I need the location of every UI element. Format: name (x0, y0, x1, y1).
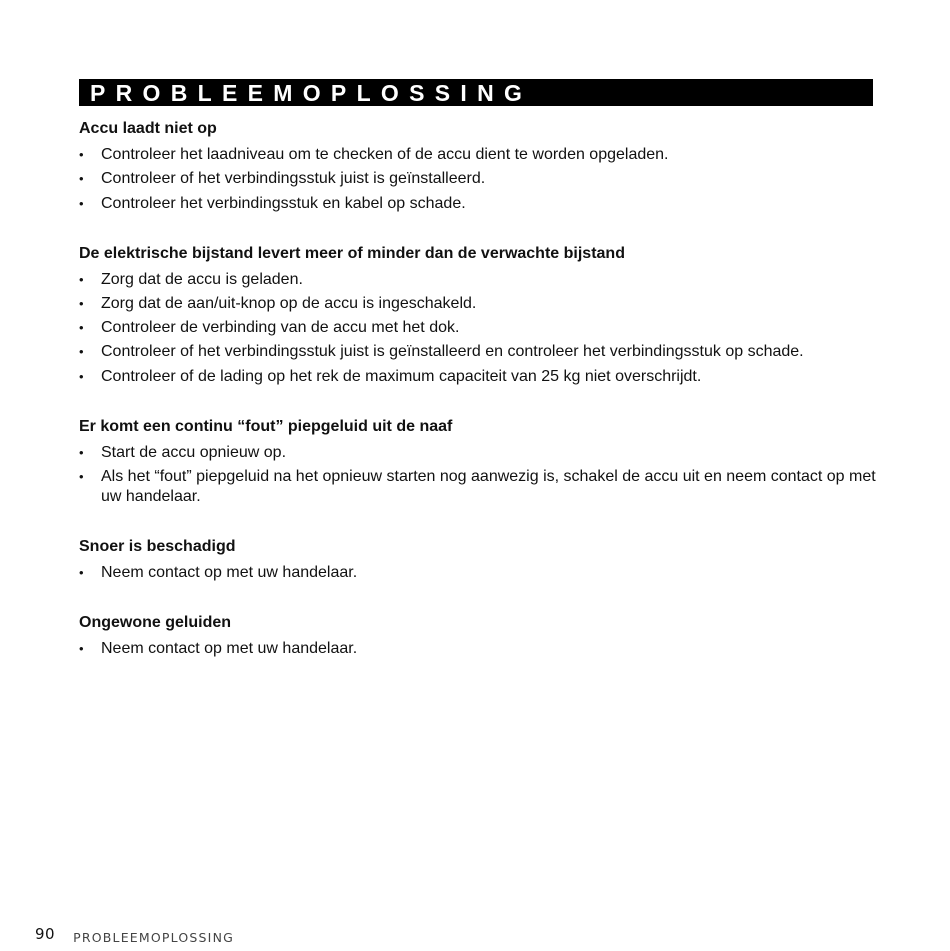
list-item (79, 367, 881, 387)
bullet-list (79, 270, 879, 387)
list-item (79, 145, 881, 165)
bullet-icon: • (79, 444, 84, 460)
bullet-icon: • (79, 641, 84, 657)
section-heading: Er komt een continu “fout” piepgeluid uit de naaf (79, 417, 453, 435)
bullet-icon: • (79, 565, 84, 581)
page-number: 90 (35, 925, 56, 943)
bullet-icon: • (79, 195, 84, 211)
bullet-list (79, 443, 879, 507)
list-item-text: Controleer of het verbindingsstuk juist is geïnstalleerd en controleer het verbindingsstuk op schade. (101, 343, 804, 361)
list-item (79, 342, 881, 362)
section-cord-damaged (79, 536, 879, 583)
running-title: PROBLEEMOPLOSSING (73, 930, 235, 945)
list-item-text: Controleer of het verbindingsstuk juist is geïnstalleerd. (101, 170, 486, 188)
list-item-text: Neem contact op met uw handelaar. (101, 640, 358, 658)
list-item-text: Controleer de verbinding van de accu met het dok. (101, 319, 460, 337)
section-heading: De elektrische bijstand levert meer of minder dan de verwachte bijstand (79, 244, 625, 262)
list-item-text: Controleer het laadniveau om te checken of de accu dient te worden opgeladen. (101, 146, 669, 163)
bullet-icon: • (79, 344, 84, 360)
list-item (79, 318, 881, 338)
section-error-beep (79, 416, 879, 507)
bullet-list (79, 563, 879, 583)
section-title-bar (79, 79, 873, 106)
section-battery-not-charging (79, 118, 879, 214)
bullet-icon: • (79, 295, 84, 311)
list-item-text: Neem contact op met uw handelaar. (101, 564, 358, 582)
list-item (79, 294, 881, 314)
bullet-icon: • (79, 368, 84, 384)
list-item-text: Start de accu opnieuw op. (101, 443, 287, 461)
page-footer (35, 925, 234, 945)
section-assist-level (79, 243, 879, 387)
section-heading: Accu laadt niet op (79, 120, 217, 137)
list-item (79, 467, 881, 507)
bullet-icon: • (79, 469, 84, 485)
section-heading: Ongewone geluiden (79, 614, 232, 632)
list-item (79, 194, 881, 214)
bullet-icon: • (79, 320, 84, 336)
bullet-icon: • (79, 271, 84, 287)
list-item-text: Zorg dat de aan/uit-knop op de accu is ingeschakeld. (101, 294, 477, 312)
list-item (79, 169, 881, 189)
bullet-icon: • (79, 171, 84, 187)
list-item (79, 563, 881, 583)
list-item-text: Als het “fout” piepgeluid na het opnieuw starten nog aanwezig is, schakel de accu uit en neem contact op met uw handelaar. (101, 468, 876, 506)
bullet-icon: • (79, 147, 84, 162)
section-heading: Snoer is beschadigd (79, 538, 236, 556)
list-item-text: Zorg dat de accu is geladen. (101, 270, 303, 288)
list-item-text: Controleer of de lading op het rek de maximum capaciteit van 25 kg niet overschrijdt. (101, 367, 702, 385)
list-item (79, 443, 881, 463)
page-title: PROBLEEMOPLOSSING (90, 80, 533, 106)
list-item-text: Controleer het verbindingsstuk en kabel op schade. (101, 194, 466, 212)
list-item (79, 639, 881, 659)
troubleshooting-content (79, 118, 879, 688)
bullet-list (79, 145, 879, 214)
bullet-list (79, 639, 879, 659)
section-unusual-noises (79, 612, 879, 659)
list-item (79, 270, 881, 290)
